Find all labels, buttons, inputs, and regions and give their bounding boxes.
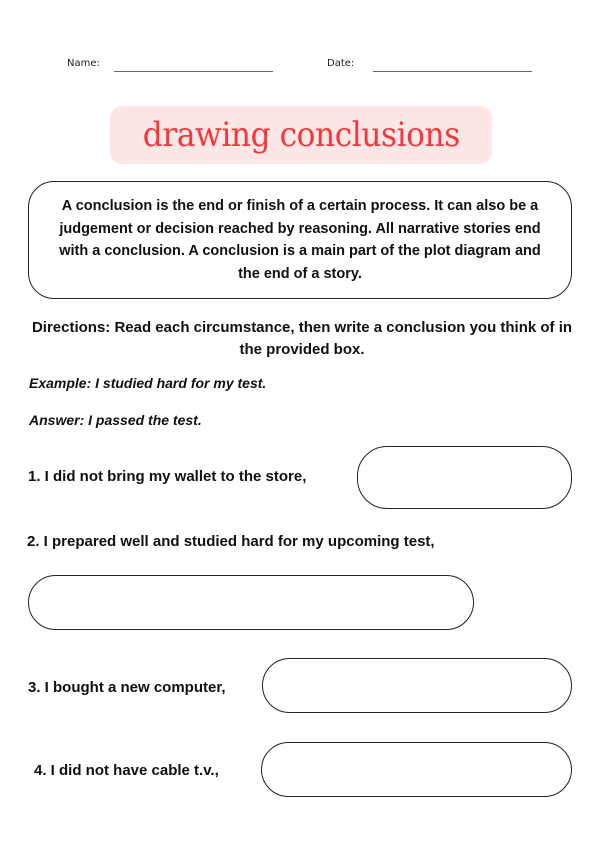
name-line[interactable]	[114, 71, 273, 72]
answer-box-4[interactable]	[261, 742, 572, 797]
date-label: Date:	[327, 58, 355, 69]
example-prompt: Example: I studied hard for my test.	[29, 375, 267, 391]
question-3: 3. I bought a new computer,	[28, 679, 226, 696]
answer-box-2[interactable]	[28, 575, 474, 630]
date-line[interactable]	[373, 71, 532, 72]
answer-box-3[interactable]	[262, 658, 572, 713]
title-banner	[110, 106, 492, 164]
definition-text: A conclusion is the end or finish of a certain process. It can also be a judgement or decision reached by reasoning. All narrative stories end with a conclusion. A conclusion is a main part of the plot diagram and the end of a story.	[59, 198, 541, 282]
page-title: drawing conclusions	[142, 115, 460, 155]
name-label: Name:	[67, 58, 100, 69]
question-2: 2. I prepared well and studied hard for my upcoming test,	[27, 533, 435, 550]
answer-box-1[interactable]	[357, 446, 572, 509]
question-1: 1. I did not bring my wallet to the store,	[28, 468, 307, 485]
question-4: 4. I did not have cable t.v.,	[34, 762, 219, 779]
directions-text: Directions: Read each circumstance, then write a conclusion you think of in the provided box.	[31, 319, 573, 358]
example-answer: Answer: I passed the test.	[29, 412, 202, 428]
definition-box	[28, 181, 572, 299]
